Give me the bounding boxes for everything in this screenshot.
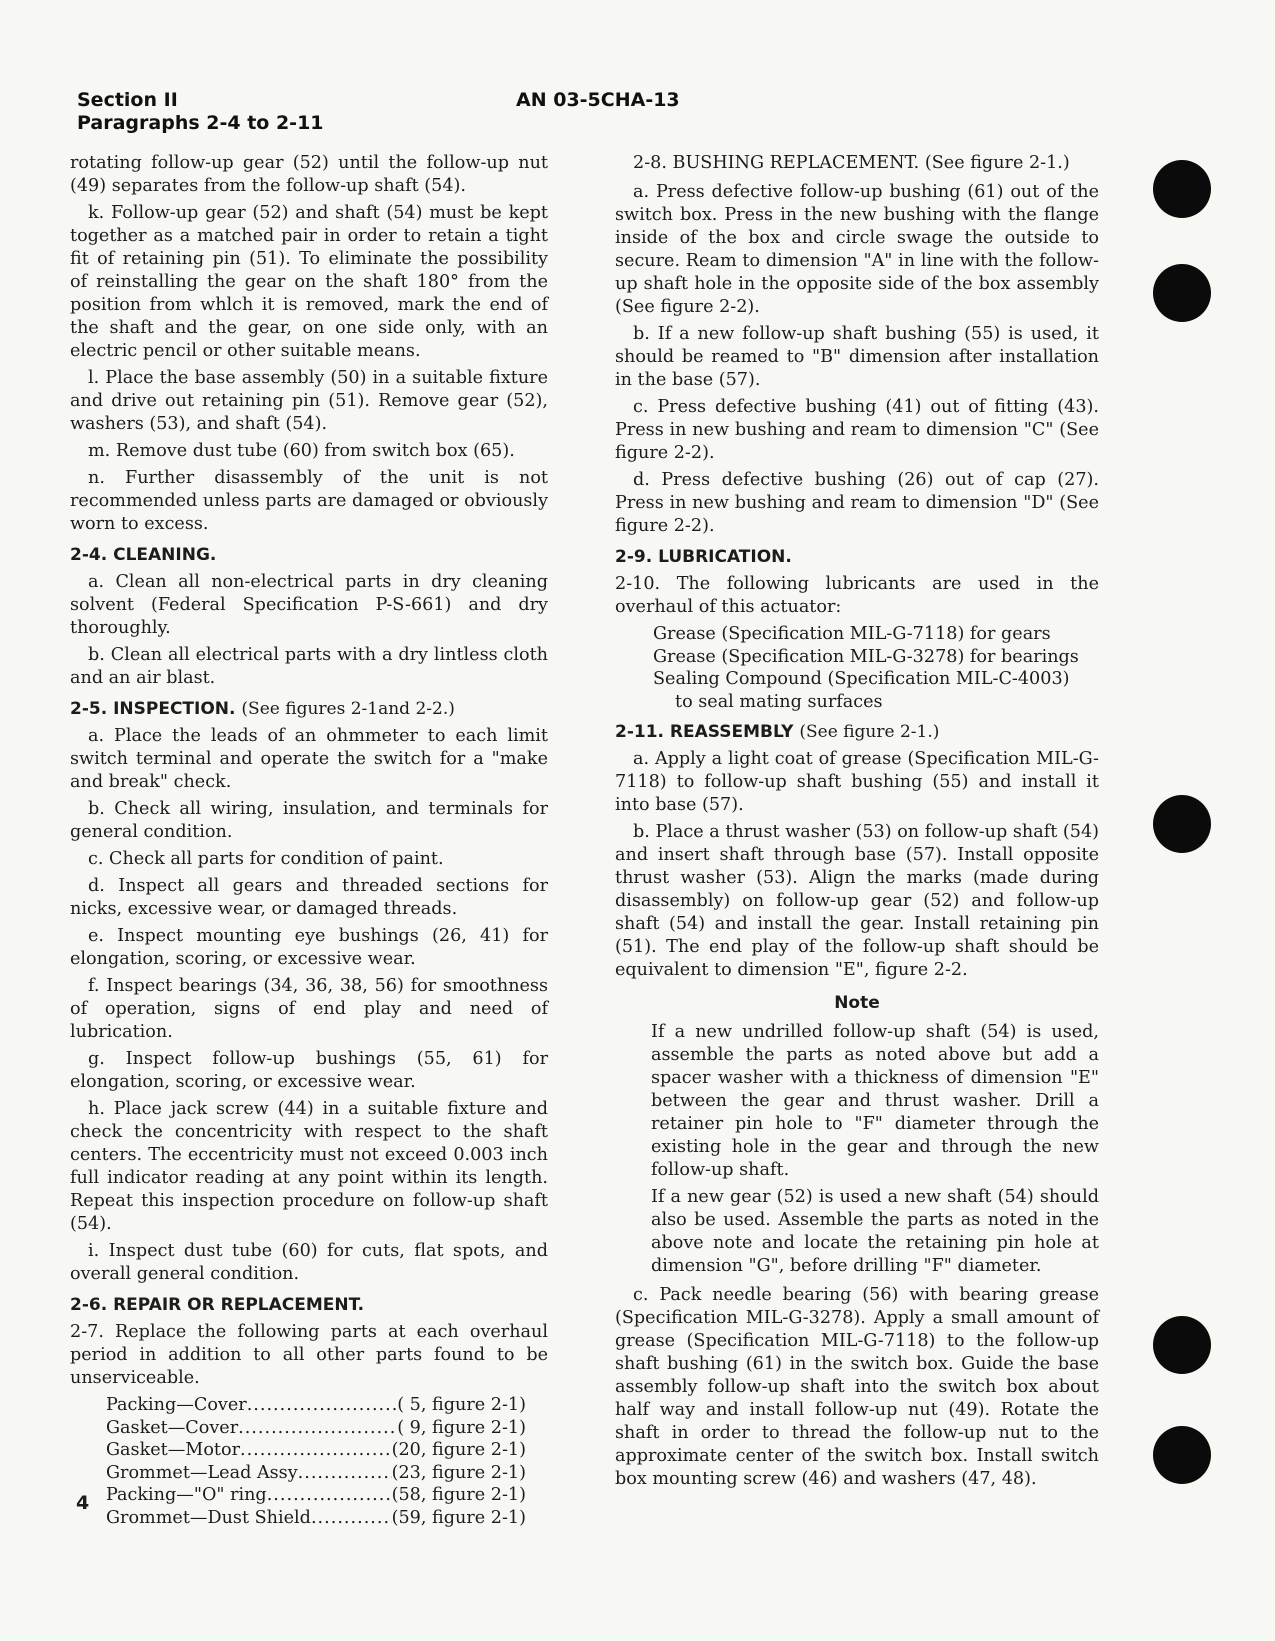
right-column	[615, 152, 1099, 1495]
paragraph-l: l. Place the base assembly (50) in a suitable fixture and drive out retaining pin (51). Remove gear (52), washers (53), and shaft (54).	[70, 368, 548, 434]
part-ref: ( 5, figure 2-1)	[397, 1395, 526, 1415]
part-name: Packing—"O" ring	[106, 1485, 267, 1505]
paragraph-2-10: 2-10. The following lubricants are used in the overhaul of this actuator:	[615, 574, 1099, 617]
document-id: AN 03-5CHA-13	[516, 89, 680, 111]
paragraphs-label: Paragraphs 2-4 to 2-11	[77, 112, 324, 134]
lubricant-list	[653, 623, 1099, 713]
parts-list-item	[106, 1439, 526, 1462]
part-name: Gasket—Cover	[106, 1417, 239, 1438]
bushing-a: a. Press defective follow-up bushing (61) out of the switch box. Press in the new bushing with the flange inside of the box and circle swage the outside to secure. Ream to dimension "A" in line with the follow-up shaft hole in the opposite side of the box assembly (See figure 2-2).	[615, 182, 1099, 317]
note-block	[615, 992, 1099, 1278]
paragraph-2-7: 2-7. Replace the following parts at each overhaul period in addition to all other parts found to be unserviceable.	[70, 1322, 548, 1388]
cleaning-b: b. Clean all electrical parts with a dry lintless cloth and an air blast.	[70, 645, 548, 688]
inspection-e: e. Inspect mounting eye bushings (26, 41) for elongation, scoring, or excessive wear.	[70, 926, 548, 969]
inspection-d: d. Inspect all gears and threaded sections for nicks, excessive wear, or damaged threads.	[70, 876, 548, 919]
note-paragraph-2: If a new gear (52) is used a new shaft (54) should also be used. Assemble the parts as noted in the above note and locate the retaining pin hole at dimension "G", before drilling "F" diameter.	[651, 1187, 1099, 1276]
inspection-f: f. Inspect bearings (34, 36, 38, 56) for smoothness of operation, signs of end play and need of lubrication.	[70, 976, 548, 1042]
bushing-b: b. If a new follow-up shaft bushing (55) is used, it should be reamed to "B" dimension after installation in the base (57).	[615, 324, 1099, 390]
part-name: Gasket—Motor	[106, 1440, 240, 1460]
part-ref: ( 9, figure 2-1)	[397, 1417, 526, 1438]
heading-lubrication: 2-9. LUBRICATION.	[615, 547, 792, 567]
page-number: 4	[76, 1492, 90, 1514]
reassembly-a: a. Apply a light coat of grease (Specification MIL-G-7118) to follow-up shaft bushing (55) and install it into base (57).	[615, 749, 1099, 815]
parts-list-item	[106, 1394, 526, 1417]
inspection-b: b. Check all wiring, insulation, and terminals for general condition.	[70, 799, 548, 842]
cleaning-a: a. Clean all non-electrical parts in dry cleaning solvent (Federal Specification P-S-661) and dry thoroughly.	[70, 572, 548, 638]
parts-list-item	[106, 1462, 526, 1485]
part-ref: (59, figure 2-1)	[391, 1507, 526, 1528]
part-ref: (23, figure 2-1)	[391, 1462, 526, 1483]
inspection-h: h. Place jack screw (44) in a suitable fixture and check the concentricity with respect to the shaft centers. The eccentricity must not exceed 0.003 inch full indicator reading at any point within its length. Repeat this inspection procedure on follow-up shaft (54).	[70, 1099, 548, 1234]
lubricant-item: Sealing Compound (Specification MIL-C-4003)	[653, 669, 1070, 689]
heading-reassembly	[615, 721, 1099, 743]
part-name: Grommet—Dust Shield	[106, 1507, 311, 1528]
punch-hole	[1153, 1426, 1211, 1484]
inspection-i: i. Inspect dust tube (60) for cuts, flat spots, and overall general condition.	[70, 1241, 548, 1284]
heading-inspection-ref: (See figures 2-1and 2-2.)	[241, 699, 455, 719]
heading-reassembly-ref: (See figure 2-1.)	[799, 722, 940, 742]
heading-repair: 2-6. REPAIR OR REPLACEMENT.	[70, 1295, 365, 1315]
part-ref: (58, figure 2-1)	[391, 1485, 526, 1505]
parts-list-item	[106, 1417, 526, 1440]
bushing-c: c. Press defective bushing (41) out of fitting (43). Press in new bushing and ream to dimension "C" (See figure 2-2).	[615, 397, 1099, 463]
parts-list-item	[106, 1484, 526, 1507]
paragraph-k: k. Follow-up gear (52) and shaft (54) must be kept together as a matched pair in order to retain a tight fit of retaining pin (51). To eliminate the possibility of reinstalling the gear on the shaft 180° from the position from whlch it is removed, mark the end of the shaft and the gear, on one side only, with an electric pencil or other suitable means.	[70, 203, 548, 361]
part-name: Grommet—Lead Assy	[106, 1462, 298, 1483]
section-label: Section II	[77, 89, 178, 111]
inspection-a: a. Place the leads of an ohmmeter to each limit switch terminal and operate the switch for a "make and break" check.	[70, 726, 548, 792]
parts-list-item	[106, 1507, 526, 1530]
leader-dots	[240, 1439, 392, 1462]
part-ref: (20, figure 2-1)	[391, 1440, 526, 1460]
leader-dots	[247, 1394, 398, 1417]
note-paragraph-1: If a new undrilled follow-up shaft (54) is used, assemble the parts as noted above but add a spacer washer with a thickness of dimension "E" between the gear and thrust washer. Drill a retainer pin hole to "F" diameter through the existing hole in the gear and through the new follow-up shaft.	[651, 1022, 1099, 1180]
heading-reassembly-title: 2-11. REASSEMBLY	[615, 722, 794, 742]
heading-inspection-title: 2-5. INSPECTION.	[70, 699, 236, 719]
leader-dots	[298, 1462, 392, 1485]
heading-inspection	[70, 698, 548, 720]
inspection-g: g. Inspect follow-up bushings (55, 61) for elongation, scoring, or excessive wear.	[70, 1049, 548, 1092]
leader-dots	[267, 1484, 392, 1507]
lubricant-item: Grease (Specification MIL-G-3278) for bearings	[653, 646, 1079, 667]
reassembly-b: b. Place a thrust washer (53) on follow-up shaft (54) and insert shaft through base (57). Install opposite thrust washer (53). Align the marks (made during disassembly) on follow-up gear (52) and follow-up shaft (54) and install the gear. Install retaining pin (51). The end play of the follow-up shaft should be equivalent to dimension "E", figure 2-2.	[615, 822, 1100, 980]
lubricant-item: Grease (Specification MIL-G-7118) for gears	[653, 624, 1051, 644]
bushing-d: d. Press defective bushing (26) out of cap (27). Press in new bushing and ream to dimension "D" (See figure 2-2).	[615, 470, 1099, 536]
paragraph-n: n. Further disassembly of the unit is not recommended unless parts are damaged or obviously worn to excess.	[70, 468, 549, 534]
paragraph-continued: rotating follow-up gear (52) until the follow-up nut (49) separates from the follow-up shaft (54).	[70, 153, 548, 196]
leader-dots	[238, 1417, 397, 1440]
parts-list	[106, 1394, 548, 1529]
reassembly-c: c. Pack needle bearing (56) with bearing grease (Specification MIL-G-3278). Apply a small amount of grease (Specification MIL-G-7118) to the follow-up shaft bushing (61) in the switch box. Guide the base assembly follow-up shaft into the switch box about half way and install follow-up nut (49). Rotate the shaft in order to thread the follow-up nut to the approximate center of the switch box. Install switch box mounting screw (46) and washers (47, 48).	[615, 1285, 1099, 1489]
punch-hole	[1153, 1316, 1211, 1374]
paragraph-m: m. Remove dust tube (60) from switch box (65).	[88, 441, 515, 461]
heading-cleaning: 2-4. CLEANING.	[70, 545, 217, 565]
heading-bushing-replacement: 2-8. BUSHING REPLACEMENT. (See figure 2-1.)	[633, 153, 1070, 173]
leader-dots	[311, 1507, 392, 1530]
punch-hole	[1153, 795, 1211, 853]
part-name: Packing—Cover	[106, 1395, 247, 1415]
left-column	[70, 152, 548, 1529]
punch-hole	[1153, 160, 1211, 218]
note-title: Note	[834, 993, 880, 1013]
lubricant-item-continued: to seal mating surfaces	[675, 691, 883, 712]
punch-hole	[1153, 264, 1211, 322]
inspection-c: c. Check all parts for condition of paint.	[88, 849, 444, 869]
